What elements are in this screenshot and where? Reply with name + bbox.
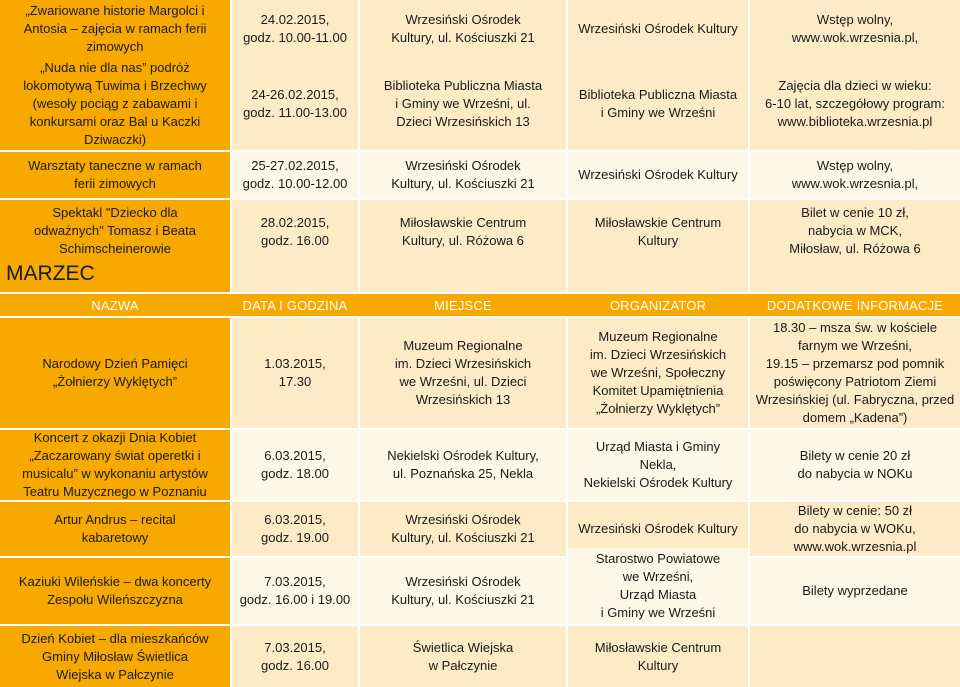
event-org: Miłosławskie Centrum Kultury (568, 200, 748, 292)
event-info-cell (750, 0, 960, 150)
event-date: 6.03.2015, godz. 19.00 (232, 502, 358, 556)
event-date-cell (232, 0, 358, 150)
event-date: 7.03.2015, godz. 16.00 (232, 626, 358, 687)
event-name: Dzień Kobiet – dla mieszkańców Gminy Miłosław Świetlica Wiejska w Pałczynie (0, 626, 230, 687)
event-org: Urząd Miasta i Gminy Nekla, Nekielski Ośrodek Kultury (568, 430, 748, 500)
event-place-cell (360, 0, 566, 150)
event-name: Artur Andrus – recital kabaretowy (0, 502, 230, 556)
event-org: Wrzesiński Ośrodek Kultury (568, 502, 748, 556)
event-org-cell (568, 0, 748, 150)
event-name: Kaziuki Wileńskie – dwa koncerty Zespołu Wileńszczyzna (0, 558, 230, 624)
event-place: Świetlica Wiejska w Pałczynie (360, 626, 566, 687)
header-date: DATA I GODZINA (242, 297, 348, 313)
event-name: Spektakl "Dziecko dla odważnych" Tomasz i Beata Schimscheinerowie (34, 205, 196, 256)
event-date: 28.02.2015, godz. 16.00 (232, 200, 358, 292)
event-info: Bilety w cenie 20 zł do nabycia w NOKu (750, 430, 960, 500)
event-org: Biblioteka Publiczna Miasta i Gminy we Wrześni (568, 58, 748, 150)
event-org: Wrzesiński Ośrodek Kultury (568, 152, 748, 198)
event-org: Starostwo Powiatowe we Wrześni, Urząd Miasta i Gminy we Wrześni (568, 548, 748, 624)
event-place: Wrzesiński Ośrodek Kultury, ul. Kościuszki 21 (360, 152, 566, 198)
table-row (0, 318, 960, 428)
table-row (0, 200, 960, 292)
event-date: 24.02.2015, godz. 10.00-11.00 (232, 0, 358, 58)
header-org: ORGANIZATOR (609, 297, 707, 313)
event-place: Miłosławskie Centrum Kultury, ul. Różowa 6 (360, 200, 566, 292)
event-info (750, 626, 960, 687)
event-date: 1.03.2015, 17.30 (232, 318, 358, 428)
event-info: Wstęp wolny, www.wok.wrzesnia.pl, (750, 152, 960, 198)
event-place: Nekielski Ośrodek Kultury, ul. Poznańska 25, Nekla (360, 430, 566, 500)
event-place: Wrzesiński Ośrodek Kultury, ul. Kościuszki 21 (360, 558, 566, 624)
event-date: 6.03.2015, godz. 18.00 (232, 430, 358, 500)
event-place: Biblioteka Publiczna Miasta i Gminy we Wrześni, ul. Dzieci Wrzesińskich 13 (360, 58, 566, 150)
month-label: MARZEC (6, 262, 95, 285)
event-name: „Nuda nie dla nas” podróż lokomotywą Tuwima i Brzechwy (wesoły pociąg z zabawami i konkursami oraz Bal u Kaczki Dziwaczki) (0, 58, 230, 150)
table-row (0, 152, 960, 198)
event-org: Miłosławskie Centrum Kultury (568, 626, 748, 687)
event-info: 18.30 – msza św. w kościele farnym we Wrześni, 19.15 – przemarsz pod pomnik poświęcony Patriotom Ziemi Wrzesińskiej (ul. Fabryczna, przed domem „Kadena”) (750, 318, 960, 428)
event-name: Koncert z okazji Dnia Kobiet „Zaczarowany świat operetki i musicalu” w wykonaniu artystów Teatru Muzycznego w Poznaniu (0, 430, 230, 500)
event-name: Warsztaty taneczne w ramach ferii zimowych (0, 152, 230, 198)
event-info: Zajęcia dla dzieci w wieku: 6-10 lat, szczegółowy program: www.biblioteka.wrzesnia.pl (750, 58, 960, 150)
table-row (0, 0, 960, 150)
table-header (0, 294, 960, 316)
event-date: 25-27.02.2015, godz. 10.00-12.00 (232, 152, 358, 198)
header-info: DODATKOWE INFORMACJE (766, 297, 944, 313)
table-row (0, 430, 960, 500)
event-name: „Zwariowane historie Margolci i Antosia – zajęcia w ramach ferii zimowych (0, 0, 230, 58)
event-place: Wrzesiński Ośrodek Kultury, ul. Kościuszki 21 (360, 502, 566, 556)
event-info: Wstęp wolny, www.wok.wrzesnia.pl, (750, 0, 960, 58)
event-name-cell (0, 0, 230, 150)
header-name: NAZWA (91, 297, 139, 313)
table-row (0, 502, 960, 556)
event-date: 24-26.02.2015, godz. 11.00-13.00 (232, 58, 358, 150)
table-row (0, 551, 960, 624)
table-row (0, 626, 960, 687)
event-name: Narodowy Dzień Pamięci „Żołnierzy Wyklętych” (0, 318, 230, 428)
header-place: MIEJSCE (434, 297, 492, 313)
event-info: Bilety wyprzedane (750, 558, 960, 624)
event-org: Muzeum Regionalne im. Dzieci Wrzesińskich we Wrześni, Społeczny Komitet Upamiętnienia „Żołnierzy Wyklętych” (568, 318, 748, 428)
event-date: 7.03.2015, godz. 16.00 i 19.00 (232, 558, 358, 624)
event-org: Wrzesiński Ośrodek Kultury (568, 0, 748, 58)
event-info: Bilety w cenie: 50 zł do nabycia w WOKu, www.wok.wrzesnia.pl (750, 502, 960, 556)
event-info: Bilet w cenie 10 zł, nabycia w MCK, Miłosław, ul. Różowa 6 (750, 200, 960, 292)
event-place: Wrzesiński Ośrodek Kultury, ul. Kościuszki 21 (360, 0, 566, 58)
event-place: Muzeum Regionalne im. Dzieci Wrzesińskich we Wrześni, ul. Dzieci Wrzesińskich 13 (360, 318, 566, 428)
